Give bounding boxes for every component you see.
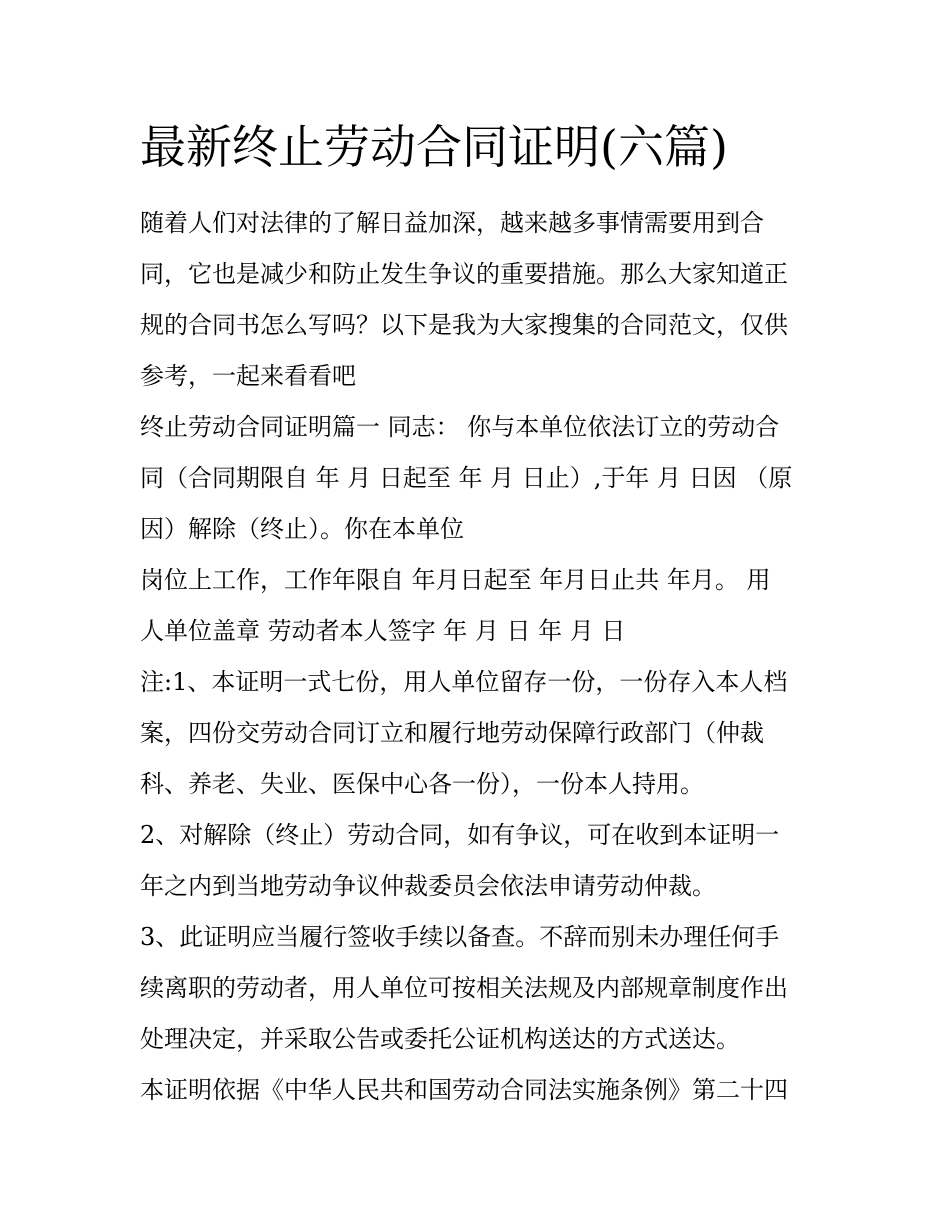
body-line: 3、此证明应当履行签收手续以备查。不辞而别未办理任何手 — [140, 923, 780, 951]
body-line: 注:1、本证明一式七份，用人单位留存一份，一份存入本人档 — [140, 668, 788, 696]
body-line: 案，四份交劳动合同订立和履行地劳动保障行政部门（仲裁 — [140, 719, 764, 747]
body-line: 岗位上工作，工作年限自 年月日起至 年月日止共 年月。 用 — [140, 566, 771, 594]
body-line: 2、对解除（终止）劳动合同，如有争议，可在收到本证明一 — [140, 821, 780, 849]
document-title: 最新终止劳动合同证明(六篇) — [140, 120, 728, 174]
body-line: 终止劳动合同证明篇一 同志： 你与本单位依法订立的劳动合 — [140, 413, 780, 441]
body-line: 处理决定，并采取公告或委托公证机构送达的方式送达。 — [140, 1025, 740, 1053]
body-line: 同（合同期限自 年 月 日起至 年 月 日止）,于年 月 日因 （原 — [140, 464, 793, 492]
body-line: 续离职的劳动者，用人单位可按相关法规及内部规章制度作出 — [140, 974, 788, 1002]
body-line: 本证明依据《中华人民共和国劳动合同法实施条例》第二十四 — [140, 1076, 788, 1104]
body-line: 年之内到当地劳动争议仲裁委员会依法申请劳动仲裁。 — [140, 872, 716, 900]
body-line: 同，它也是减少和防止发生争议的重要措施。那么大家知道正 — [140, 260, 788, 288]
body-line: 规的合同书怎么写吗？以下是我为大家搜集的合同范文，仅供 — [140, 311, 788, 339]
body-line: 随着人们对法律的了解日益加深，越来越多事情需要用到合 — [140, 209, 764, 237]
body-line: 参考，一起来看看吧 — [140, 362, 356, 390]
body-line: 科、养老、失业、医保中心各一份），一份本人持用。 — [140, 770, 704, 798]
body-line: 因）解除（终止）。你在本单位 — [140, 515, 464, 543]
body-line: 人单位盖章 劳动者本人签字 年 月 日 年 月 日 — [140, 617, 626, 645]
document-body — [140, 198, 812, 1116]
